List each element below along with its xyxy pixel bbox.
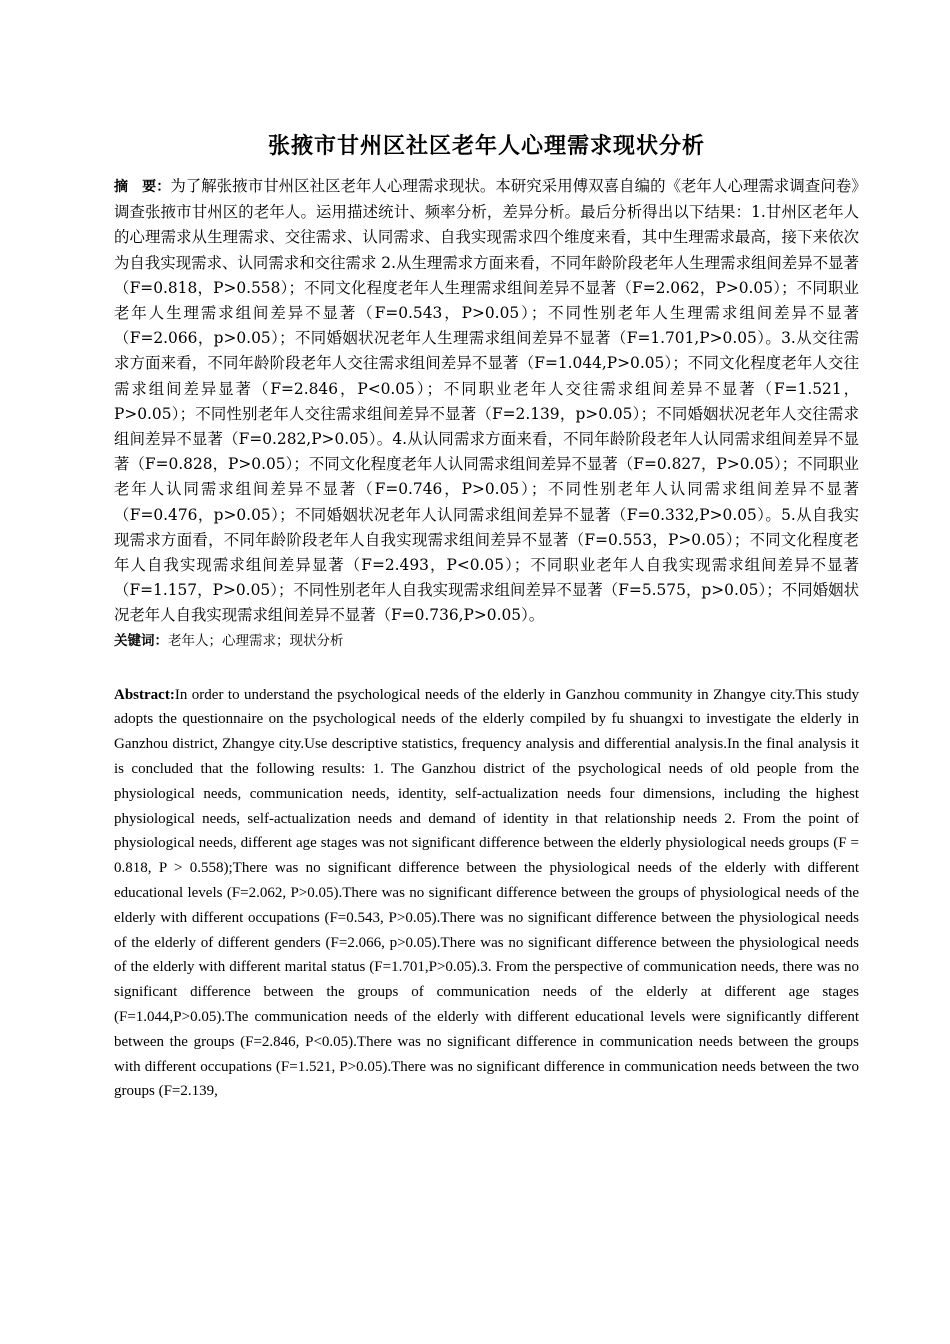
keywords-label: 关键词： [114,632,168,649]
abstract-en [114,683,859,1105]
abstract-cn-label: 摘 要： [114,179,171,195]
abstract-cn [114,174,859,629]
abstract-en-label: Abstract: [114,686,175,703]
keywords-text: 老年人；心理需求；现状分析 [168,632,344,649]
abstract-cn-text: 为了解张掖市甘州区社区老年人心理需求现状。本研究采用傅双喜自编的《老年人心理需求调查问卷》调查张掖市甘州区的老年人。运用描述统计、频率分析，差异分析。最后分析得出以下结果：1.甘州区老年人的心理需求从生理需求、交往需求、认同需求、自我实现需求四个维度来看，其中生理需求最高，接下来依次为自我实现需求、认同需求和交往需求 2.从生理需求方面来看，不同年龄阶段老年人生理需求组间差异不显著（F=0.818，P>0.558）；不同文化程度老年人生理需求组间差异不显著（F=2.062，P>0.05）；不同职业老年人生理需求组间差异不显著（F=0.543，P>0.05）；不同性别老年人生理需求组间差异不显著（F=2.066，p>0.05）；不同婚姻状况老年人生理需求组间差异不显著（F=1.701,P>0.05）。3.从交往需求方面来看，不同年龄阶段老年人交往需求组间差异不显著（F=1.044,P>0.05）；不同文化程度老年人交往需求组间差异显著（F=2.846，P<0.05）；不同职业老年人交往需求组间差异不显著（F=1.521，P>0.05）；不同性别老年人交往需求组间差异不显著（F=2.139，p>0.05）；不同婚姻状况老年人交往需求组间差异不显著（F=0.282,P>0.05）。4.从认同需求方面来看，不同年龄阶段老年人认同需求组间差异不显著（F=0.828，P>0.05）；不同文化程度老年人认同需求组间差异不显著（F=0.827，P>0.05）；不同职业老年人认同需求组间差异不显著（F=0.746，P>0.05）；不同性别老年人认同需求组间差异不显著（F=0.476，p>0.05）；不同婚姻状况老年人认同需求组间差异不显著（F=0.332,P>0.05）。5.从自我实现需求方面看，不同年龄阶段老年人自我实现需求组间差异不显著（F=0.553，P>0.05）；不同文化程度老年人自我实现需求组间差异显著（F=2.493，P<0.05）；不同职业老年人自我实现需求组间差异不显著（F=1.157，P>0.05）；不同性别老年人自我实现需求组间差异不显著（F=5.575，p>0.05）；不同婚姻状况老年人自我实现需求组间差异不显著（F=0.736,P>0.05）。 [114,177,859,625]
paper-title: 张掖市甘州区社区老年人心理需求现状分析 [267,134,705,159]
keywords [114,629,859,653]
document-page [114,132,859,1104]
abstract-en-text: In order to understand the psychological needs of the elderly in Ganzhou community in Zhangye city.This study adopts the questionnaire on the psychological needs of the elderly compiled by fu shuangxi to investigate the elderly in Ganzhou district, Zhangye city.Use descriptive statistics, frequency analysis and differential analysis.In the final analysis it is concluded that the following results: 1. The Ganzhou district of the psychological needs of old people from the physiological needs, communication needs, identity, self-actualization needs four dimensions, including the highest physiological needs, self-actualization needs and demand of identity in that relationship needs 2. From the point of physiological needs, different age stages was not significant difference between the elderly physiological needs groups (F = 0.818, P > 0.558);There was no significant difference between the physiological needs of the elderly with different educational levels (F=2.062, P>0.05).There was no significant difference between the groups of physiological needs of the elderly with different occupations (F=0.543, P>0.05).There was no significant difference between the physiological needs of the elderly of different genders (F=2.066, p>0.05).There was no significant difference between the physiological needs of the elderly with different marital status (F=1.701,P>0.05).3. From the perspective of communication needs, there was no significant difference between the groups of communication needs of the elderly at different age stages (F=1.044,P>0.05).The communication needs of the elderly with different educational levels were significantly different between the groups (F=2.846, P<0.05).There was no significant difference in communication needs between the groups with different occupations (F=1.521, P>0.05).There was no significant difference in communication needs between the two groups (F=2.139, [114,686,859,1100]
